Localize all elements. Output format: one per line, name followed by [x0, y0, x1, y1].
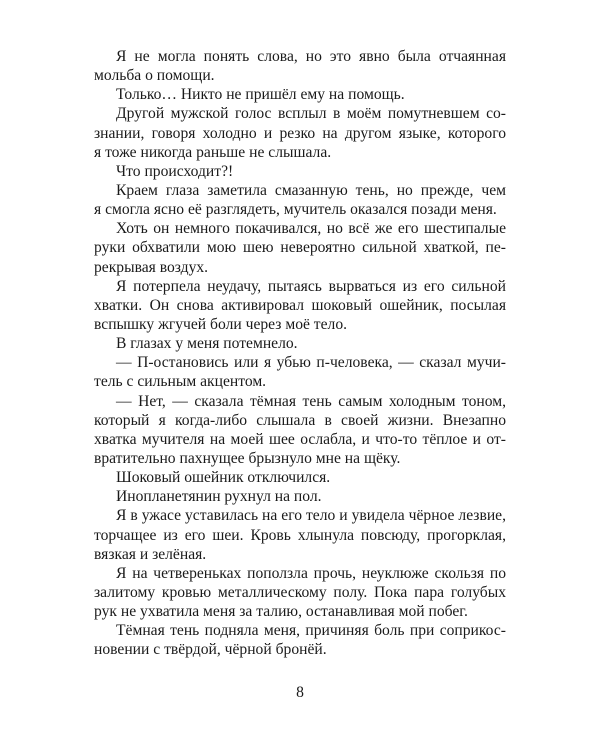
- text-line: Инопланетянин рухнул на пол.: [116, 488, 322, 506]
- paragraph: [94, 219, 506, 276]
- text-line: Краем глаза заметила смазанную тень, но прежде, чем: [116, 181, 506, 199]
- text-line: вспышку жгучей боли через моё тело.: [94, 315, 348, 333]
- text-line: вратительно пахнущее брызнуло мне на щёку.: [94, 449, 401, 467]
- paragraph: [94, 487, 506, 506]
- text-line: рук не ухватила меня за талию, останавливая мой побег.: [94, 603, 468, 621]
- text-line: который я когда-либо слышала в своей жизни. Внезапно: [94, 411, 506, 429]
- text-line: вязкая и зелёная.: [94, 545, 207, 563]
- paragraph: [94, 47, 506, 85]
- paragraph: [94, 85, 506, 104]
- text-line: Тёмная тень подняла меня, причиняя боль при соприкос-: [116, 622, 506, 640]
- text-line: новении с твёрдой, чёрной бронёй.: [94, 641, 327, 659]
- text-line: — П-остановись или я убью п-человека, — сказал мучи-: [116, 354, 506, 372]
- text-line: мольба о помощи.: [94, 67, 215, 85]
- text-line: Только… Никто не пришёл ему на помощь.: [116, 86, 405, 104]
- text-line: знании, говоря холодно и резко на другом языке, которого: [94, 124, 506, 142]
- text-line: — Нет, — сказала тёмная тень самым холодным тоном,: [116, 392, 506, 410]
- page-number: 8: [296, 684, 304, 701]
- text-line: Шоковый ошейник отключился.: [116, 469, 331, 487]
- text-line: залитому кровью металлическому полу. Пока пара голубых: [94, 583, 506, 601]
- paragraph: [94, 104, 506, 161]
- text-line: Я потерпела неудачу, пытаясь вырваться из его сильной: [116, 277, 506, 295]
- paragraph: [94, 334, 506, 353]
- paragraph: [94, 621, 506, 659]
- text-line: Я в ужасе уставилась на его тело и увидела чёрное лезвие,: [116, 507, 506, 525]
- text-line: руки обхватили мою шею невероятно сильной хваткой, пе-: [94, 239, 506, 257]
- text-line: Я не могла понять слова, но это явно была отчаянная: [116, 48, 506, 65]
- text-line: В глазах у меня потемнело.: [116, 335, 298, 353]
- text-line: рекрывая воздух.: [94, 258, 209, 276]
- paragraph: [94, 181, 506, 219]
- body-text: [94, 47, 506, 660]
- text-line: тель с сильным акцентом.: [94, 373, 267, 391]
- text-line: я тоже никогда раньше не слышала.: [94, 143, 332, 161]
- text-line: хватки. Он снова активировал шоковый ошейник, посылая: [94, 296, 506, 314]
- text-line: торчащее из его шеи. Кровь хлынула повсюду, прогорклая,: [94, 526, 506, 544]
- paragraph: [94, 506, 506, 563]
- paragraph: [94, 162, 506, 181]
- text-line: Что происходит?!: [116, 162, 234, 180]
- text-line: Я на четвереньках поползла прочь, неуклюже скользя по: [116, 564, 506, 582]
- text-line: хватка мучителя на моей шее ослабла, и что-то тёплое и от-: [94, 430, 506, 448]
- paragraph: [94, 564, 506, 621]
- text-line: Хоть он немного покачивался, но всё же его шестипалые: [116, 220, 506, 238]
- paragraph: [94, 392, 506, 469]
- paragraph: [94, 468, 506, 487]
- paragraph: [94, 277, 506, 334]
- paragraph: [94, 353, 506, 391]
- text-line: я смогла ясно её разглядеть, мучитель оказался позади меня.: [94, 201, 497, 219]
- text-line: Другой мужской голос всплыл в моём помутневшем со-: [116, 105, 506, 123]
